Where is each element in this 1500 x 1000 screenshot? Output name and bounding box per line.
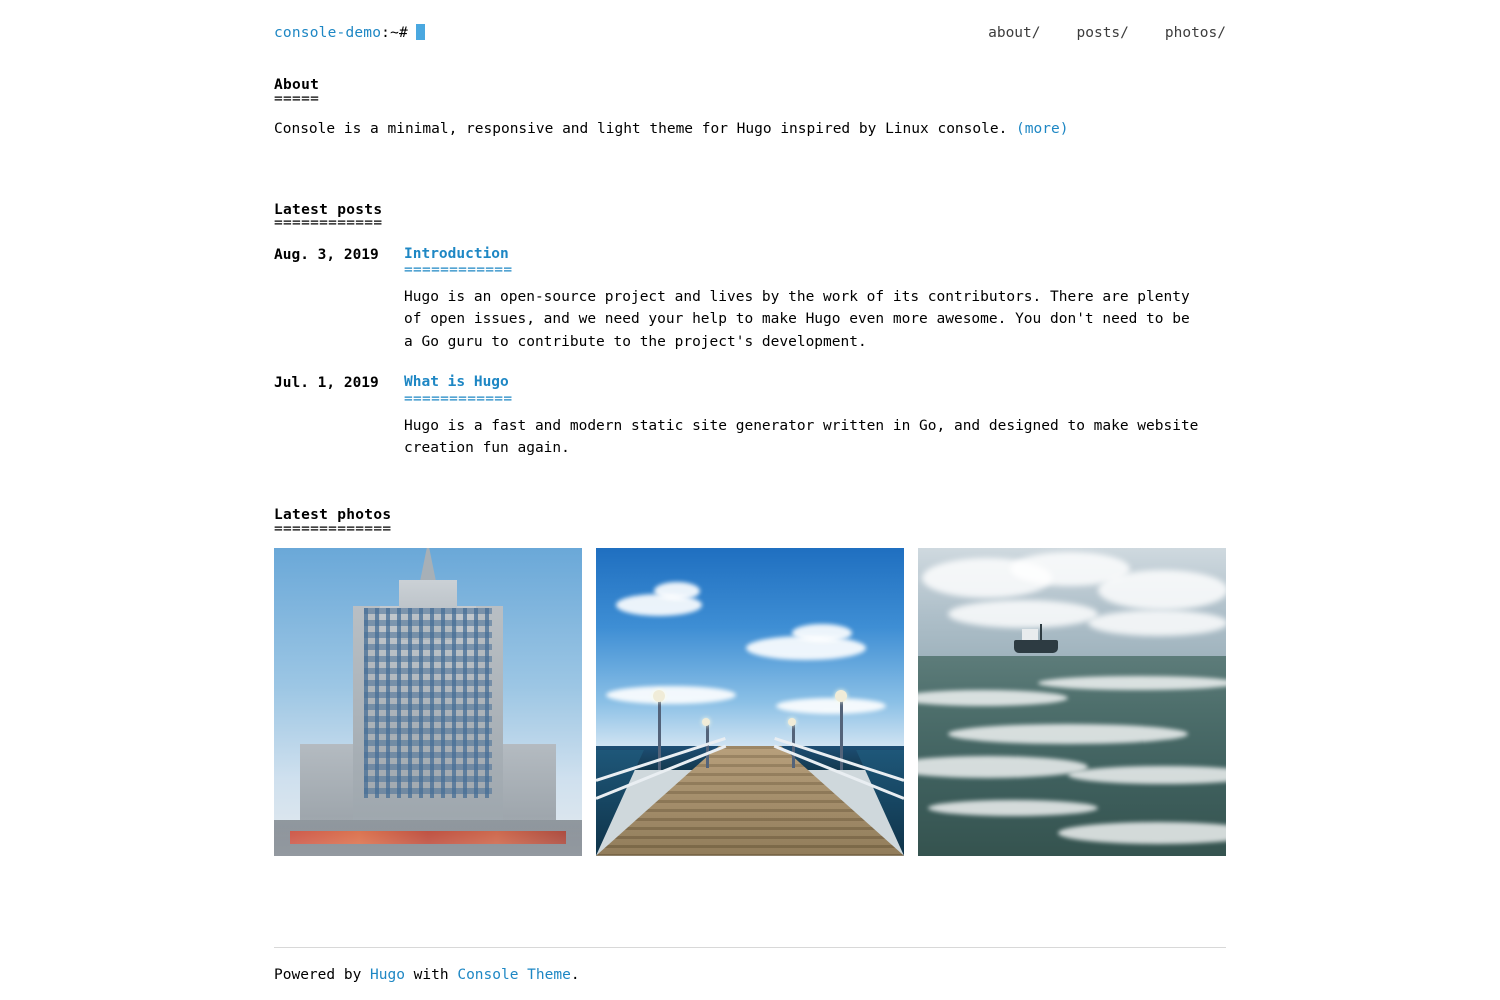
wave-foam	[1038, 676, 1226, 690]
about-section	[274, 78, 1226, 141]
footer-theme-link[interactable]: Console Theme	[457, 966, 571, 983]
footer-prefix: Powered by	[274, 966, 371, 983]
latest-posts-title: Latest posts	[274, 201, 383, 218]
footer-middle: with	[404, 966, 458, 983]
about-text	[274, 118, 1226, 140]
footer-suffix: .	[570, 966, 580, 983]
boat-icon	[1014, 640, 1058, 653]
wave-foam	[928, 800, 1098, 816]
cloud-icon	[792, 624, 852, 642]
post-body	[404, 371, 1226, 459]
haze-overlay	[274, 816, 582, 856]
nav-posts[interactable]: posts/	[1076, 24, 1129, 41]
wave-foam	[918, 690, 1068, 706]
latest-posts-underline: ============	[274, 218, 383, 229]
post-summary: Hugo is an open-source project and lives by the work of its contributors. There are plenty of open issues, and we need your help to make Hugo even more awesome. You don't need to be a Go guru to contribute to the project's development.	[404, 288, 1190, 350]
wave-foam	[1068, 766, 1226, 784]
main-nav	[988, 22, 1226, 44]
post-title-link[interactable]: Introduction	[404, 245, 509, 262]
about-description: Console is a minimal, responsive and light theme for Hugo inspired by Linux console.	[274, 121, 1008, 138]
photo-sea-boat[interactable]	[918, 548, 1226, 856]
post-title-underline: ============	[404, 262, 513, 279]
post-date: Aug. 3, 2019	[274, 246, 379, 263]
cloud-icon	[776, 698, 886, 714]
brand-path: :~#	[381, 24, 408, 41]
cloud-icon	[606, 686, 736, 704]
photo-pier[interactable]	[596, 548, 904, 856]
cloud-icon	[1088, 610, 1226, 636]
cloud-icon	[654, 582, 700, 600]
lamp-head-icon	[788, 718, 796, 726]
wave-foam	[948, 724, 1188, 744]
footer-hugo-link[interactable]: Hugo	[370, 966, 405, 983]
post-title-link[interactable]: What is Hugo	[404, 374, 509, 391]
photo-gallery	[274, 548, 1226, 856]
about-more-link[interactable]: (more)	[1016, 121, 1069, 138]
photo-palace-of-culture[interactable]	[274, 548, 582, 856]
cloud-icon	[948, 600, 1098, 628]
content-container	[274, 0, 1226, 856]
post-summary: Hugo is a fast and modern static site generator written in Go, and designed to make website creation fun again.	[404, 417, 1199, 457]
about-title-underline: =====	[274, 93, 320, 105]
nav-photos[interactable]: photos/	[1164, 24, 1226, 41]
site-footer	[274, 947, 1226, 1000]
block-cursor-icon	[416, 24, 425, 40]
cloud-icon	[1098, 570, 1226, 610]
latest-photos-underline: =============	[274, 523, 392, 534]
brand-link[interactable]: console-demo	[274, 24, 382, 41]
nav-about[interactable]: about/	[988, 24, 1041, 41]
posts-list	[274, 243, 1226, 460]
latest-photos-title: Latest photos	[274, 506, 392, 523]
lamp-head-icon	[702, 718, 710, 726]
latest-photos-section	[274, 508, 1226, 856]
building-windows	[364, 608, 492, 798]
brand	[274, 22, 425, 44]
lamp-head-icon	[835, 690, 847, 702]
post-item	[274, 371, 1226, 459]
about-title: About	[274, 77, 320, 93]
site-header	[274, 16, 1226, 50]
post-date: Jul. 1, 2019	[274, 375, 379, 392]
lamp-head-icon	[653, 690, 665, 702]
post-title-underline: ============	[404, 390, 513, 407]
post-body	[404, 243, 1226, 354]
latest-posts-section	[274, 203, 1226, 460]
post-item	[274, 243, 1226, 354]
